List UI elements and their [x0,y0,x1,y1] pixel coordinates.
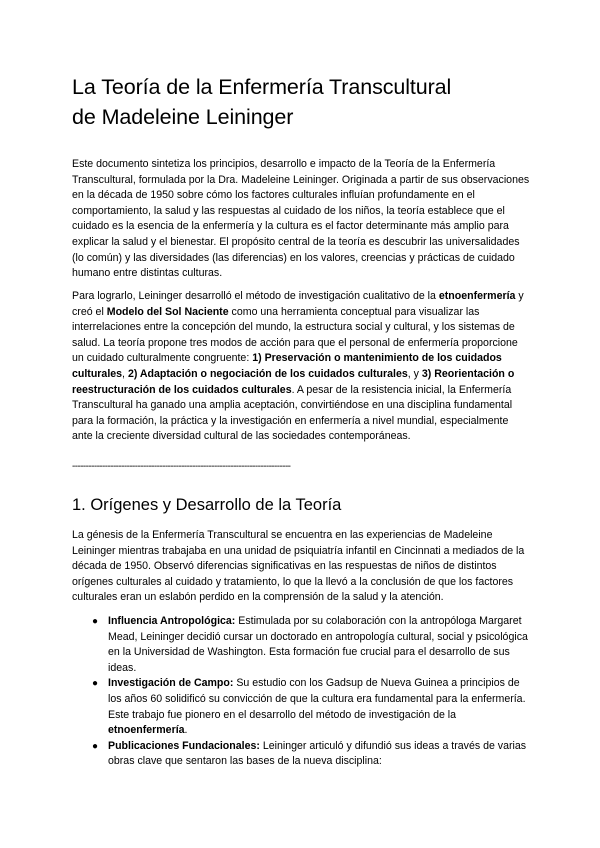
bold-term-sol-naciente: Modelo del Sol Naciente [106,305,229,318]
bullet-text: Su estudio con los Gadsup de Nueva Guinea a principios de los años 60 solidificó su convicción de que la cultura era fundamental para la enfermería. Este trabajo fue pionero en el desarrollo del método de investigación de la [108,677,526,721]
bullet-label: Investigación de Campo: [108,677,234,690]
document-title [72,72,542,132]
bold-mode-1: 1) Preservación o mantenimiento de los cuidados culturales [72,352,502,380]
list-item [92,614,528,676]
methods-paragraph [72,289,530,445]
bullet-icon: ● [92,678,99,690]
bullet-icon: ● [92,740,99,752]
text-run: . A pesar de la resistencia inicial, la Enfermería Transcultural ha ganado una amplia aceptación, convirtiéndose en una disciplina fundamental para la formación, la práctica y la investigación en enfermería a nivel mundial, especialmente ante la creciente diversidad cultural de las sociedades contemporáneas. [72,383,513,443]
text-run: y creó el [72,290,524,318]
text-run: Para lograrlo, Leininger desarrolló el método de investigación cualitativo de la [72,290,439,302]
list-item [92,739,528,770]
text-run: como una herramienta conceptual para visualizar las interrelaciones entre la concepción del mundo, la estructura social y cultural, y los sistemas de salud. La teoría propone tres modos de acción para que el personal de enfermería proporcione un cuidado culturalmente congruente: [72,305,518,365]
bold-mode-2: 2) Adaptación o negociación de los cuidados culturales [127,367,408,380]
bullet-text: Estimulada por su colaboración con la antropóloga Margaret Mead, Leininger decidió cursar un doctorado en antropología cultural, social y psicológica en la Universidad de Washington. Esta formación fue crucial para el desarrollo de sus ideas. [108,615,528,674]
bullet-text: Leininger articuló y difundió sus ideas a través de varias obras clave que sentaron las bases de la nueva disciplina: [108,739,527,768]
bullet-list [92,614,528,770]
bullet-icon: ● [92,616,99,627]
title-line-2: de Madeleine Leininger [72,105,294,129]
text-run: , [122,367,128,380]
section-1-paragraph: La génesis de la Enfermería Transcultural se encuentra en las experiencias de Madeleine Leininger mientras trabajaba en una unidad de psiquiatría infantil en Cincinnati a mediados de la década de 1950. Observó diferencias significativas en las respuestas de niños de distintos orígenes culturales al cuidado y tratamiento, lo que la llevó a la conclusión de que los factores culturales eran un eslabón perdido en la comprensión de la salud y la atención. [72,529,525,604]
title-line-1: La Teoría de la Enfermería Transcultural [72,75,452,99]
section-1-heading: 1. Orígenes y Desarrollo de la Teoría [72,496,342,514]
bullet-bold-tail: etnoenfermería [108,724,185,737]
bullet-label: Influencia Antropológica: [108,615,236,627]
bold-term-etnoenfermeria: etnoenfermería [438,290,516,302]
bullet-label: Publicaciones Fundacionales: [108,739,260,752]
bullet-end: . [184,724,188,737]
separator-line: -------------------------------------------------------------------------------- [72,461,291,472]
intro-paragraph: Este documento sintetiza los principios, desarrollo e impacto de la Teoría de la Enfermería Transcultural, formulada por la Dra. Madeleine Leininger. Originada a partir de sus observaciones en la década de 1950 sobre cómo los factores culturales influían profundamente en el comportamiento, la salud y las respuestas al cuidado de los niños, la teoría establece que el cuidado es la esencia de la enfermería y la cultura es el factor determinante más amplio para explicar la salud y el bienestar. El propósito central de la teoría es descubrir las universalidades (lo común) y las diversidades (las diferencias) en los valores, creencias y prácticas de cuidado humano entre distintas culturas. [72,158,530,280]
text-run: , y [407,367,422,380]
bold-mode-3: 3) Reorientación o reestructuración de los cuidados culturales [72,367,515,396]
list-item [92,676,528,738]
